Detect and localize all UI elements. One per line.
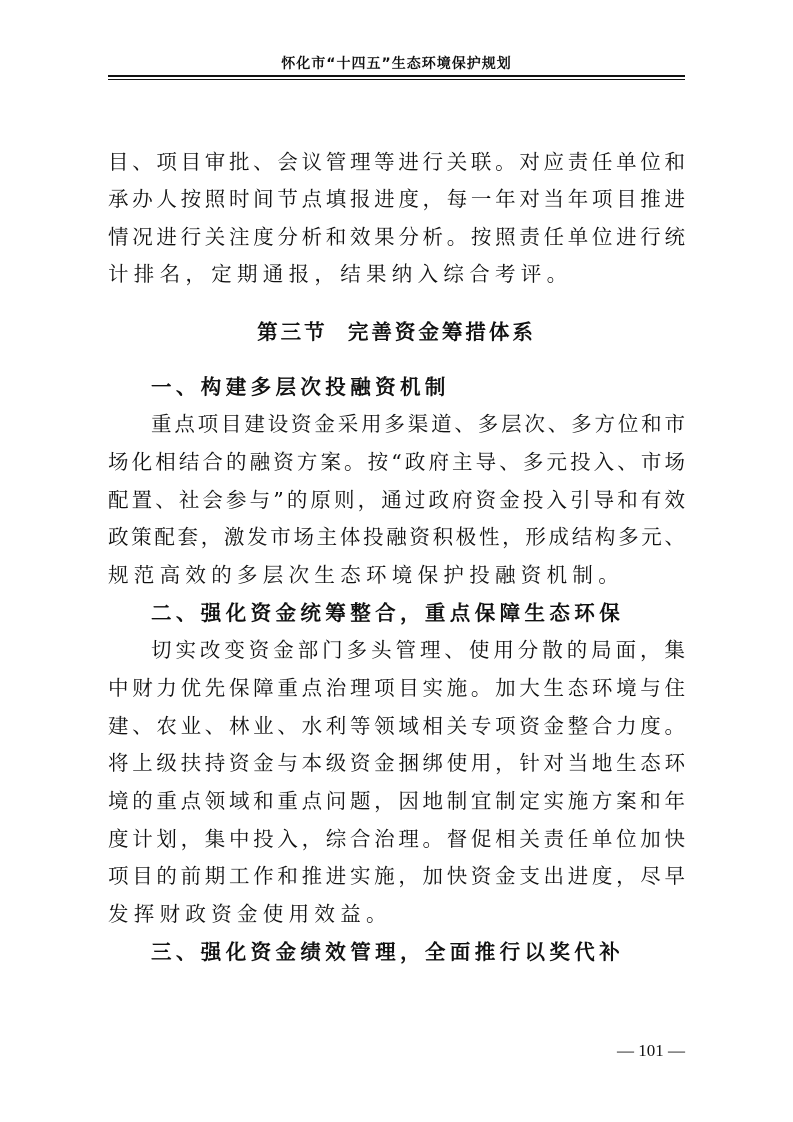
header-rule-thin bbox=[108, 79, 685, 80]
paragraph-line: 项目的前期工作和推进实施，加快资金支出进度，尽早 bbox=[108, 864, 685, 888]
subsection-heading: 一、构建多层次投融资机制 bbox=[151, 375, 450, 399]
section-title: 第三节 完善资金筹措体系 bbox=[257, 320, 536, 344]
subsection-heading: 三、强化资金绩效管理，全面推行以奖代补 bbox=[151, 940, 625, 964]
paragraph-line: 目、项目审批、会议管理等进行关联。对应责任单位和 bbox=[108, 150, 685, 174]
header-rule-thick bbox=[108, 75, 685, 77]
paragraph-line: 情况进行关注度分析和效果分析。按照责任单位进行统 bbox=[108, 225, 685, 249]
subsection-heading: 二、强化资金统筹整合，重点保障生态环保 bbox=[151, 601, 625, 625]
paragraph-line: 境的重点领域和重点问题，因地制宜制定实施方案和年 bbox=[108, 789, 685, 813]
header-title: 怀化市“十四五”生态环境保护规划 bbox=[281, 56, 512, 72]
paragraph-line: 将上级扶持资金与本级资金捆绑使用，针对当地生态环 bbox=[108, 751, 685, 775]
paragraph-line: 计排名，定期通报，结果纳入综合考评。 bbox=[108, 262, 573, 286]
paragraph-line: 规范高效的多层次生态环境保护投融资机制。 bbox=[108, 563, 624, 587]
paragraph-line: 切实改变资金部门多头管理、使用分散的局面，集 bbox=[151, 638, 685, 662]
paragraph-line: 中财力优先保障重点治理项目实施。加大生态环境与住 bbox=[108, 676, 685, 700]
paragraph-line: 承办人按照时间节点填报进度，每一年对当年项目推进 bbox=[108, 187, 685, 211]
paragraph-line: 政策配套，激发市场主体投融资积极性，形成结构多元、 bbox=[108, 525, 685, 549]
paragraph-line: 建、农业、林业、水利等领域相关专项资金整合力度。 bbox=[108, 714, 685, 738]
paragraph-line: 场化相结合的融资方案。按“政府主导、多元投入、市场 bbox=[108, 450, 685, 474]
paragraph-line: 配置、社会参与”的原则，通过政府资金投入引导和有效 bbox=[108, 488, 685, 512]
paragraph-line: 发挥财政资金使用效益。 bbox=[108, 902, 392, 926]
page-number: — 101 — bbox=[617, 1041, 685, 1060]
paragraph-line: 重点项目建设资金采用多渠道、多层次、多方位和市 bbox=[151, 412, 685, 436]
paragraph-line: 度计划，集中投入，综合治理。督促相关责任单位加快 bbox=[108, 827, 685, 851]
